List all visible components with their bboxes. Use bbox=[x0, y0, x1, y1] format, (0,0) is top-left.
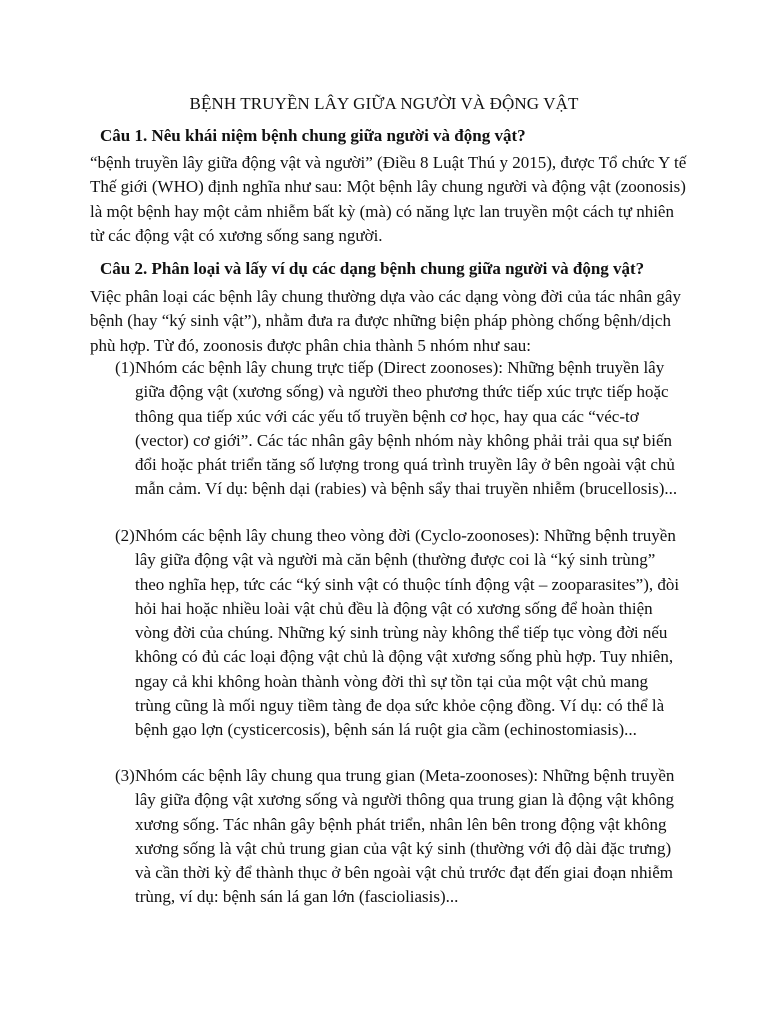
list-item-number: (2) bbox=[115, 526, 135, 545]
list-item-number: (3) bbox=[115, 766, 135, 785]
question-1-answer: “bệnh truyền lây giữa động vật và người” (Điều 8 Luật Thú y 2015), được Tổ chức Y tế Thế giới (WHO) định nghĩa như sau: Một bệnh lây chung người và động vật (zoonosis) là một bệnh hay một cảm nhiễm bất kỳ (mà) có năng lực lan truyền một cách tự nhiên từ các động vật có xương sống sang người. bbox=[90, 153, 687, 245]
list-item-text: Nhóm các bệnh lây chung trực tiếp (Direct zoonoses): Những bệnh truyền lây giữa động vật (xương sống) và người theo phương thức tiếp xúc trực tiếp hoặc thông qua tiếp xúc với các yếu tố truyền bệnh cơ học, hay qua các “véc-tơ (vector) cơ giới”. Các tác nhân gây bệnh nhóm này không phải trải qua sự biến đổi hoặc phát triển tăng số lượng trong quá trình truyền lây ở bên ngoài vật chủ mẫn cảm. Ví dụ: bệnh dại (rabies) và bệnh sẩy thai truyền nhiễm (brucellosis)... bbox=[135, 358, 678, 499]
list-item-text: Nhóm các bệnh lây chung theo vòng đời (Cyclo-zoonoses): Những bệnh truyền lây giữa động vật và người mà căn bệnh (thường được coi là “ký sinh trùng” theo nghĩa hẹp, tức các “ký sinh vật có thuộc tính động vật – zooparasites”), đòi hỏi hai hoặc nhiều loài vật chủ đều là động vật có xương sống để hoàn thiện vòng đời của chúng. Những ký sinh trùng này không thể tiếp tục vòng đời nếu không có đủ các loại động vật chủ là động vật xương sống phù hợp. Tuy nhiên, ngay cả khi không hoàn thành vòng đời thì sự tồn tại của một vật chủ mang trùng cũng là mối nguy tiềm tàng đe dọa sức khỏe cộng đồng. Ví dụ: có thể là bệnh gạo lợn (cysticercosis), bệnh sán lá ruột gia cầm (echinostomiasis)... bbox=[135, 526, 680, 740]
list-item-number: (1) bbox=[115, 358, 135, 377]
question-2-intro: Việc phân loại các bệnh lây chung thường dựa vào các dạng vòng đời của tác nhân gây bệnh (hay “ký sinh vật”), nhằm đưa ra được những biện pháp phòng chống bệnh/dịch phù hợp. Từ đó, zoonosis được phân chia thành 5 nhóm như sau: bbox=[90, 287, 681, 355]
question-2-heading: Câu 2. Phân loại và lấy ví dụ các dạng bệnh chung giữa người và động vật? bbox=[100, 259, 645, 278]
list-item-text: Nhóm các bệnh lây chung qua trung gian (Meta-zoonoses): Những bệnh truyền lây giữa động vật xương sống và người thông qua trung gian là động vật không xương sống. Tác nhân gây bệnh phát triển, nhân lên bên trong động vật không xương sống là vật chủ trung gian của vật ký sinh (thường với độ dài đặc trưng) và cần thời kỳ để thành thục ở bên ngoài vật chủ trước đạt đến giai đoạn nhiễm trùng, ví dụ: bệnh sán lá gan lớn (fascioliasis)... bbox=[135, 766, 675, 907]
document-title: BỆNH TRUYỀN LÂY GIỮA NGƯỜI VÀ ĐỘNG VẬT bbox=[189, 94, 579, 113]
question-1-heading: Câu 1. Nêu khái niệm bệnh chung giữa người và động vật? bbox=[100, 126, 526, 145]
